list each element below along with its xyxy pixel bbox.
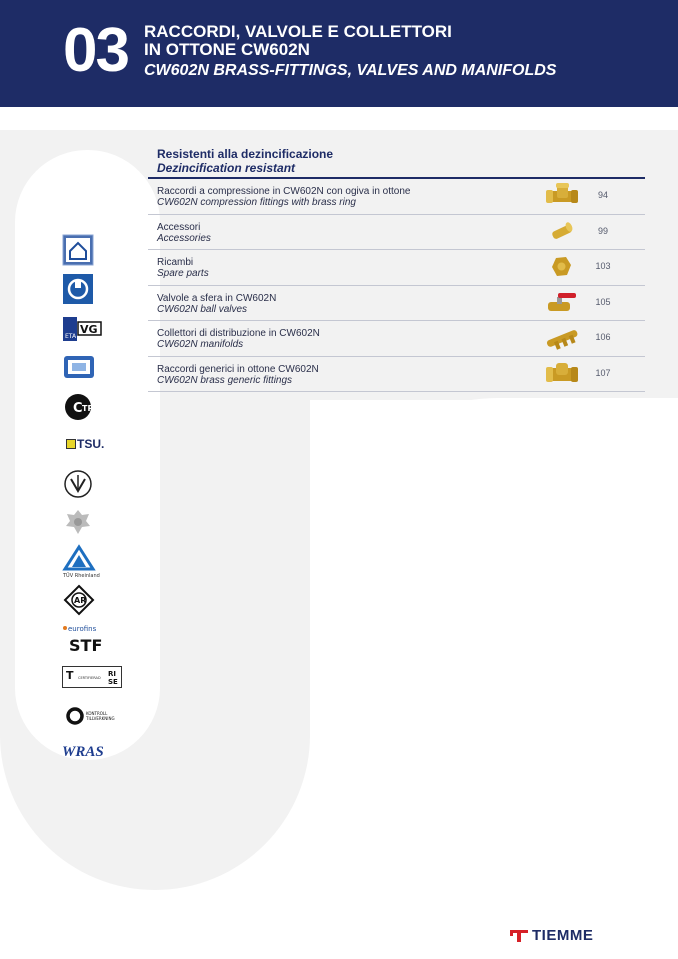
contents-row[interactable]: [148, 286, 645, 322]
ball-valve-icon: [544, 289, 580, 317]
row-page-number: 103: [595, 261, 611, 271]
brass-generic-fitting-icon: [544, 360, 580, 388]
eta-certification-logo: [62, 316, 102, 342]
chapter-subtitle: CW602N BRASS-FITTINGS, VALVES AND MANIFOLDS: [144, 62, 557, 79]
row-label-en: CW602N brass generic fittings: [157, 374, 293, 386]
tsu-certification-logo: TSU.: [77, 437, 105, 451]
svg-text:T: T: [66, 669, 74, 682]
section-title-it: Resistenti alla dezincificazione: [157, 147, 334, 161]
section-title-en: Dezincification resistant: [157, 161, 296, 175]
tiemme-logo-icon: [510, 929, 528, 943]
row-label-it: Accessori: [157, 221, 201, 233]
svg-text:AR: AR: [74, 596, 87, 605]
svg-text:RI: RI: [108, 670, 116, 678]
row-label-en: CW602N ball valves: [157, 303, 248, 315]
brass-nut-icon: [544, 253, 580, 281]
tiemme-brand-name: TIEMME: [532, 927, 594, 944]
svg-text:SE: SE: [108, 678, 118, 686]
kiwa-kontroll-logo: [66, 706, 118, 726]
row-page-number: 107: [595, 367, 611, 378]
wras-certification-logo: WRAS: [62, 744, 104, 760]
eurofins-stf-logo: [62, 624, 103, 655]
russian-eagle-logo: [62, 506, 94, 538]
sitac-certification-logo: [63, 355, 95, 379]
row-label-it: Ricambi: [157, 257, 194, 268]
contents-row[interactable]: [148, 179, 645, 215]
chapter-number: 03: [63, 16, 128, 85]
contents-row[interactable]: [148, 250, 645, 286]
chapter-title-line1: RACCORDI, VALVOLE E COLLETTORI: [144, 22, 452, 41]
svg-text:CERTIFIERAD: CERTIFIERAD: [78, 676, 101, 680]
row-page-number: 106: [595, 332, 611, 342]
rise-certifierad-logo: [62, 666, 122, 688]
svg-text:KONTROLL: KONTROLL: [86, 711, 108, 716]
atr-certification-logo: [62, 584, 96, 616]
eac-ct-certification-logo: [63, 392, 97, 422]
ukraine-certification-logo: [63, 469, 93, 499]
svg-text:TÜV Rheinland: TÜV Rheinland: [63, 573, 100, 579]
svg-text:VG: VG: [80, 323, 98, 336]
tsu-mark-icon: [66, 439, 76, 449]
contents-table: [148, 147, 645, 392]
row-label-en: Spare parts: [157, 268, 209, 279]
row-label-it: Valvole a sfera in CW602N: [157, 292, 277, 304]
row-page-number: 99: [597, 225, 608, 236]
chapter-header: [0, 0, 678, 107]
row-page-number: 105: [595, 296, 611, 307]
svg-text:TP: TP: [82, 404, 94, 413]
background-right-curve: [318, 398, 678, 958]
row-label-it: Raccordi a compressione in CW602N con ogiva in ottone: [157, 186, 411, 197]
row-label-en: CW602N manifolds: [157, 339, 244, 350]
manifold-icon: [544, 324, 580, 352]
chapter-title-line2: IN OTTONE CW602N: [144, 40, 310, 59]
contents-row[interactable]: [148, 321, 645, 357]
row-label-it: Collettori di distribuzione in CW602N: [157, 328, 320, 339]
row-label-en: Accessories: [157, 232, 211, 244]
svg-text:TILLVERKNING: TILLVERKNING: [86, 716, 115, 721]
tuv-rheinland-logo: [62, 545, 100, 579]
row-label-it: Raccordi generici in ottone CW602N: [157, 363, 319, 375]
contents-row[interactable]: [148, 215, 645, 251]
section-heading: [148, 147, 645, 179]
svg-text:C: C: [73, 401, 83, 416]
row-label-en: CW602N compression fittings with brass ring: [157, 197, 356, 208]
svg-text:ETA: ETA: [65, 333, 77, 340]
svg-text:eurofins: eurofins: [68, 625, 97, 633]
acs-certification-logo: [62, 234, 94, 266]
svg-text:STF: STF: [69, 636, 103, 655]
brass-pipe-insert-icon: [544, 218, 580, 246]
contents-row[interactable]: [148, 357, 645, 393]
row-page-number: 94: [597, 190, 608, 200]
brass-tee-fitting-icon: [544, 182, 580, 210]
kiwa-certification-logo: [62, 273, 94, 305]
